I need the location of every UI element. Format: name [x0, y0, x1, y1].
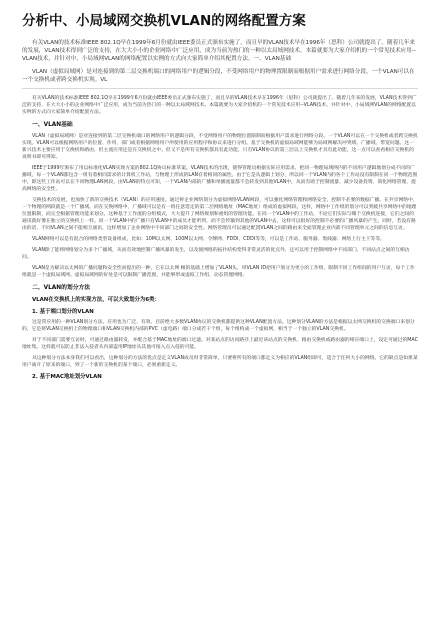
- body-paragraph: 交换技术的发展，也加快了新的交换技术（VLAN）的应用速度。通过将企业网络划分为虚拟网络VLAN网段，可以强化网络管理和网络安全，控制不必要的数据广播。在共享网络中，一个物理的网段就是一个广播域。而在交换网络中，广播域可以是有一组任意选定的第二层网络地址（MAC地址）组成的虚拟网段。这样，网络中工作组的划分可以突破共享网络中的地理位置限制，而完全根据管理功能来划分。这种基于工作流的分组模式，大大提升了网络规划和重组的管理功能。在同一个VLAN中的工作站，不论它们实际与哪个交换机连接，它们之间的通讯就好像在独立的交换机上一样。同一个VLAN中的广播只有VLAN中的成员才能听到，而不会传输到其他的VLAN中去，这样可以很好的控制不必要的广播风暴的产生。同时，若没有路由的话，不同VLAN之间不能相互通讯，这样增加了企业网络中不同部门之间的安全性。网络管理员可以通过配置VLAN之间的路由来全面管理企业内部不同管理单元之间的信息互访。: [22, 198, 418, 232]
- body-paragraph: VLAN是为解决以太网的广播问题和安全性而提出的一种，它在以太网 帧的基础上增加了VLAN头，用VLAN ID把用户划分为更小的工作组，限制不同工作组间的用户互访，每个工作组就是一个虚拟局域网。虚拟局域网的好处是可以限制广播范围，并能够形成虚拟工作组，动态管理网络。: [22, 266, 415, 279]
- body-paragraph: 对于不同部门需要互访时，可通过路由器转发，并配合基于MAC地址的端口过滤。对某站点的访问路径上最近该站点的交换机、路由交换机或路由器的相应端口上，设定可通过的MAC地址集。这样就可以防止非法入侵者从内部盗用IP地址从其他可接入点入侵的可能。: [22, 338, 418, 351]
- summary-paragraph: 有关VLAN的技术标准IEEE 802.1Q早在1999年6月份就由IEEE委员正式颁布实施了，而且早的VLAN技术早在1996年（思科）公司就提出了。随着几年来的发展，VLAN技术得到广泛的支持，在大大小小的企业网络中广泛应用，成为当前为热门的一种以太局域网技术。本篇就要为大家介绍机的一个常见技术应用--VLAN技术，并针对中、小局域网VLAN的网络配置以实例的方式向大家简单介绍其配置方法。一、VLAN基础: [22, 40, 416, 63]
- body-paragraph: VLAN（虚拟局域网）是对连接到的第二层交换机端口的网络用户的逻辑分段，不受网络用户的物理位置限制而根据用户需求进行网络分段。一个VLAN可以在一个交换机或者跨交换机实现。VLAN可以根据网络用户的位置、作用、部门或者根据网络用户所使用的应用程序和协议来进行分组。基于交换机的虚拟局域网能够为局域网解决冲突域、广播域、带宽问题。这一新兴技术主要应用于交换机和路由，但主流应用还是在交换机之中。但又不是所有交换机都具有此功能，只有VLAN协议的第三层以上交换机才具有此功能，这一点可以查看相应交换机的说明书即可得知。: [22, 134, 418, 161]
- section-heading: 二、VLAN的划分方法: [32, 285, 91, 292]
- section-intro: VLAN在交换机上的实现方法，可以大致划分为6类：: [32, 297, 160, 304]
- subsection-heading: 2. 基于MAC地址划分VLAN: [32, 374, 102, 381]
- divider: [22, 88, 418, 89]
- body-paragraph: 这是常应用的一种VLAN划分方法，应用也为广泛、有效，目前绝大多数VLAN协议的交换机都提供这种VLAN配置方法。这种划分VLAN的方法是根据以太网交换机的交换端口来划分的，它是将VLAN交换机上的物理端口和VLAN交换机内部的PVC（虚电路）端口分成若干个组，每个组构成一个虚拟网，相当于一个独立的VLAN交换机。: [22, 320, 415, 333]
- body-paragraph: VLAN除了能将网络划分为多个广播域，从而有效地控制广播风暴的发生，以及使网络的拓扑结构变得非常灵活的优点外，还可以用于控制网络中不同部门、不同站点之间的互相访问。: [22, 248, 410, 261]
- body-paragraph: 从这种划分方法本身我们可以看出，这种划分的方法的优点是定义VLAN成员时非常简单，只要将所有的端口都定义为相应的VLAN组即可，适合于任何大小的网络。它的缺点是如果某用户离开了原来的端口，到了一个新的交换机的某个端口，必须重新定义。: [22, 356, 418, 369]
- page-title: 分析中、小局域网交换机VLAN的网络配置方案: [22, 13, 306, 29]
- body-paragraph: VLAN网络可以是有混合的网络类型设备组成，比如：10M以太网、100M以太网、令牌网、FDDI、CDDI等等，可以是工作站、服务器、集线器、网络上行主干等等。: [32, 237, 385, 243]
- body-paragraph: IEEE于1999年颁布了用以标准化VLAN实现方案的802.1Q协议标准草案。VLAN技术的出现，使得管理员根据实际应用需求，把同一物理局域网内的不同用户逻辑地划分成不同的广播域，每一个VLAN都包含一组有着相同需求的计算机工作站，与物理上形成的LAN有着相同的属性。由于它是从逻辑上划分，所以同一个VLAN内的各个工作站没有限制在同一个物理范围中，即这些工作站可以在不同物理LAN网段。由VLAN的特点可知，一个VLAN内部的广播和单播流量都不会转发到其他VLAN中，从而有助于控制流量、减少设备投资、简化网络管理、提高网络的安全性。: [22, 166, 418, 193]
- summary-paragraph: VLAN（虚拟局域网）是对连接到的第二层交换机端口的网络用户的逻辑分段，不受网络用户的物理置限制而根据用户需求进行网络分段。一个VLAN可以在一个交换机或者跨交换机实现。VL: [22, 68, 415, 83]
- section-heading: 一、VLAN基础: [32, 122, 73, 129]
- subsection-heading: 1. 基于端口划分的VLAN: [32, 309, 94, 316]
- body-paragraph: 有关VLAN的技术标准IEEE 802.1Q早在1999年6月份就由IEEE委员正式颁布实施了，而且早的VLAN技术早在1996年（思科）公司就提出了。随着几年来的发展，VLAN技术得到广泛的支持，在大大小小的企业网络中广泛应用，成为当前为热门的一种以太局域网技术。本篇就要为大家介绍机的一个常见技术应用--VLAN技术，并针对中、小局域网VLAN的网络配置以实例的方式向大家简单介绍配置方法。: [22, 96, 417, 116]
